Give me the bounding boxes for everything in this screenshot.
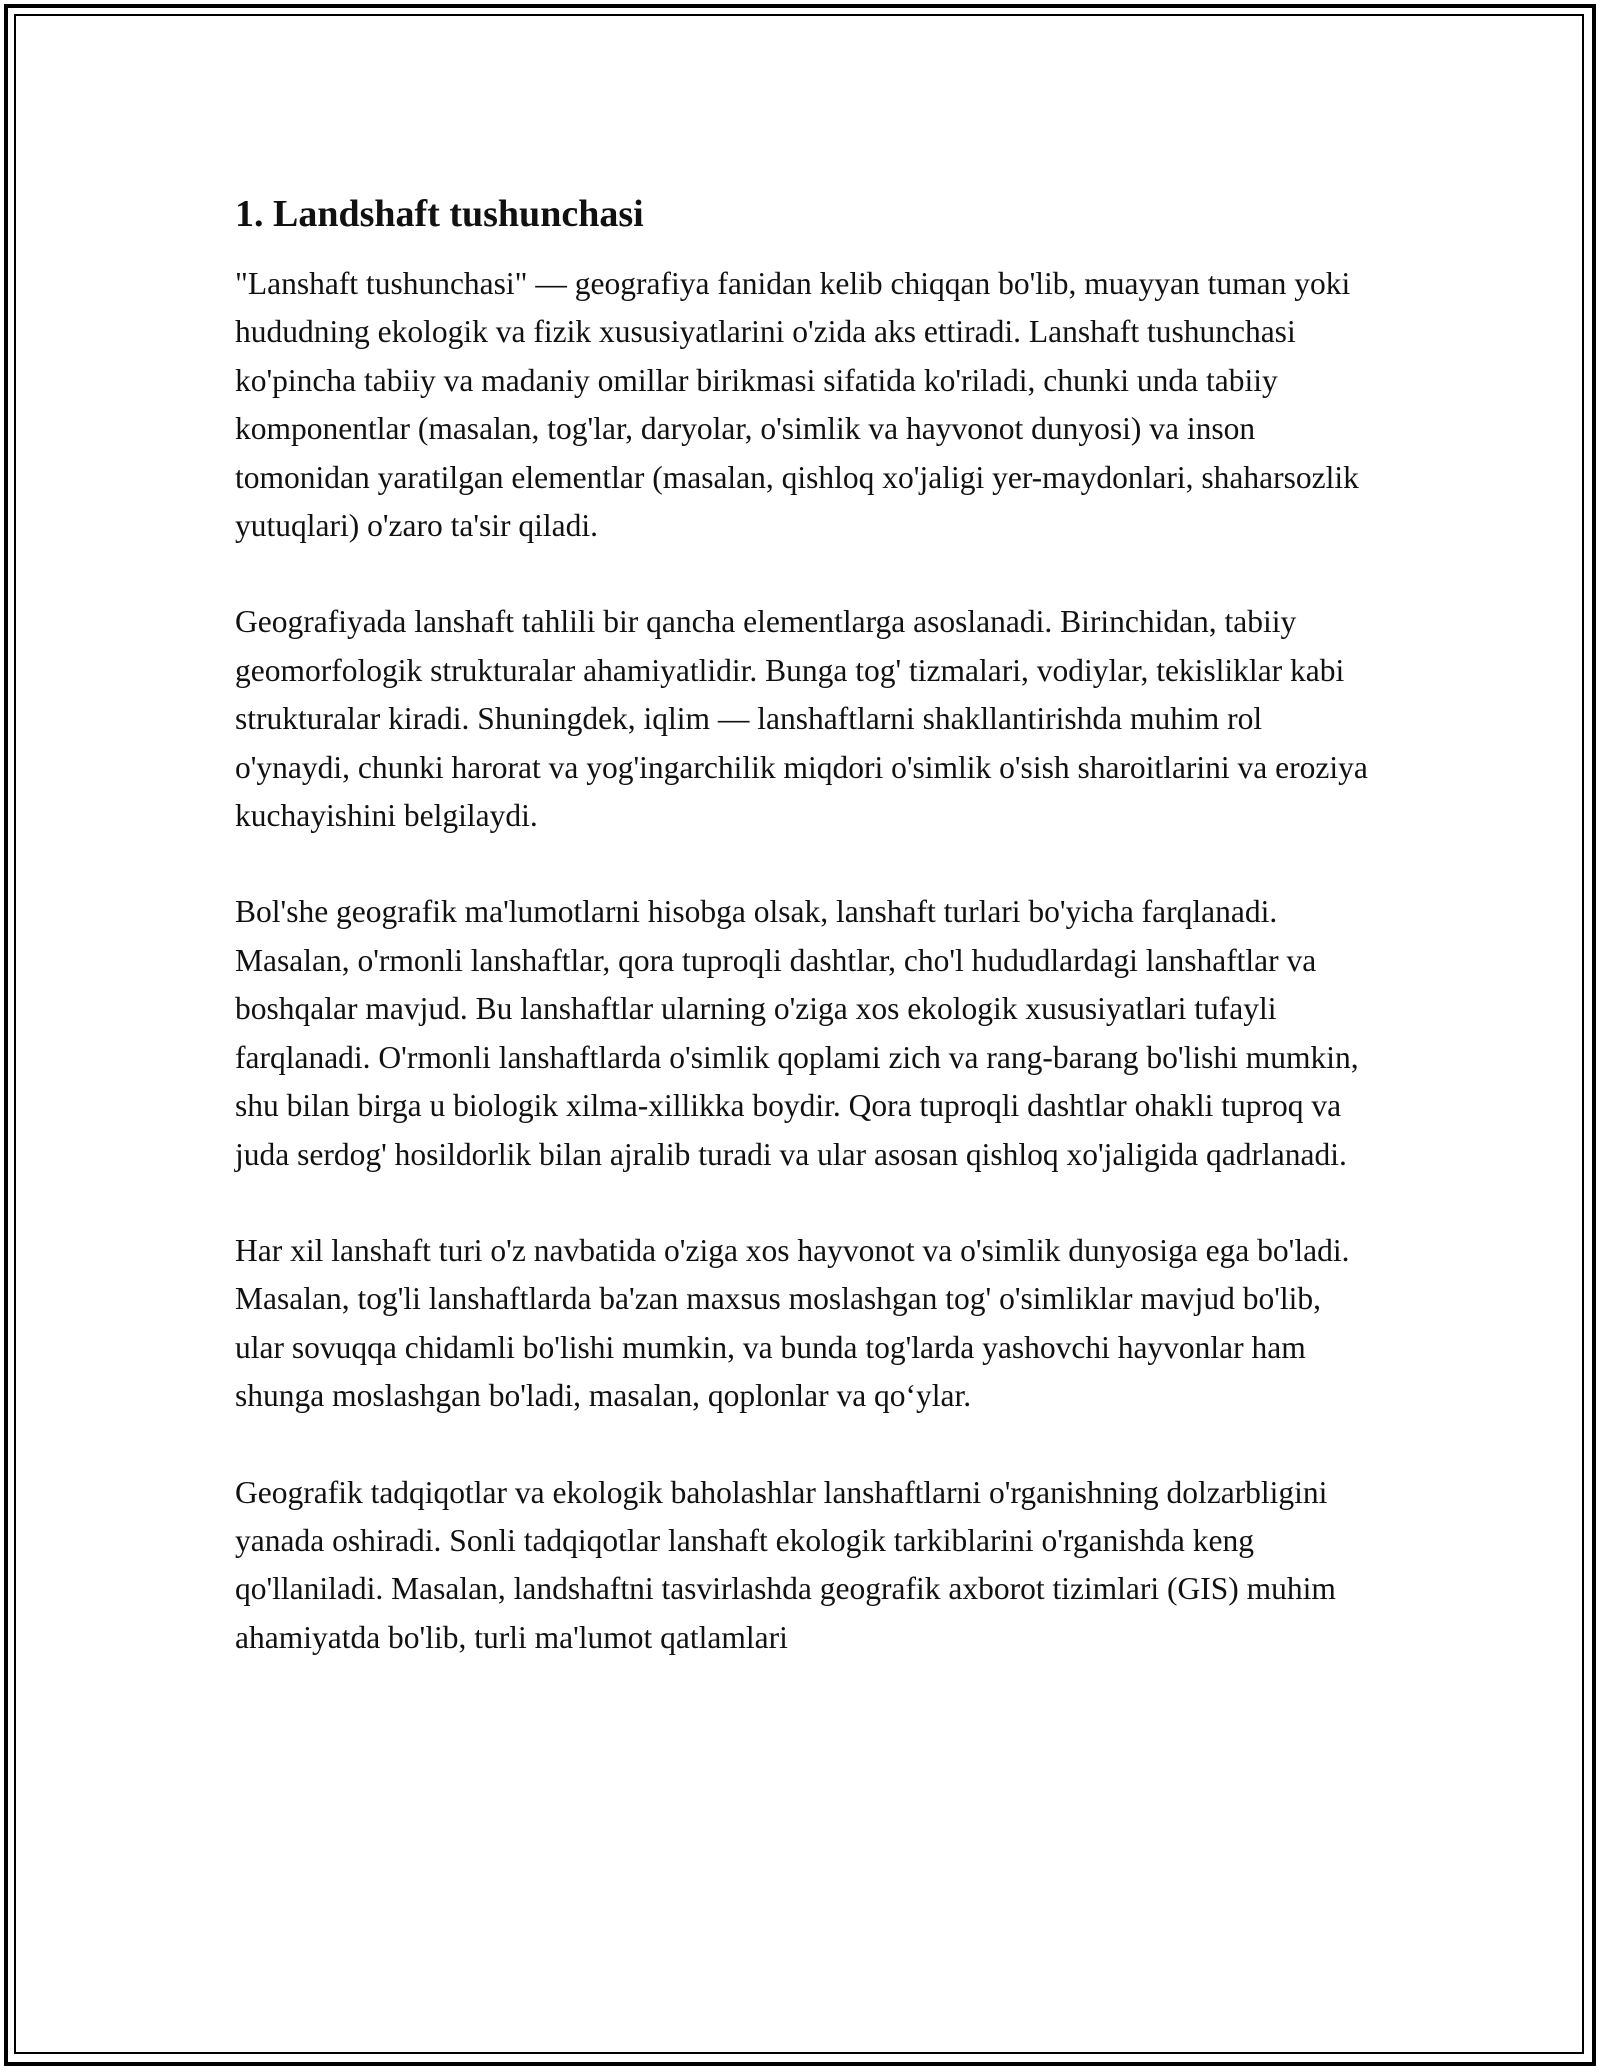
paragraph: Bol'she geografik ma'lumotlarni hisobga olsak, lanshaft turlari bo'yicha farqlanadi. Masalan, o'rmonli lanshaftlar, qora tuproqli dashtlar, cho'l hududlardagi lanshaftlar va boshqalar mavjud. Bu lanshaftlar ularning o'ziga xos ekologik xususiyatlari tufayli farqlanadi. O'rmonli lanshaftlarda o'simlik qoplami zich va rang-barang bo'lishi mumkin, shu bilan birga u biologik xilma-xillikka boydir. Qora tuproqli dashtlar ohakli tuproq va juda serdog' hosildorlik bilan ajralib turadi va ular asosan qishloq xo'jaligida qadrlanadi. — [235, 894, 1359, 1172]
section-title: 1. Landshaft tushunchasi — [235, 193, 644, 235]
paragraph: Geografiyada lanshaft tahlili bir qancha elementlarga asoslanadi. Birinchidan, tabiiy geomorfologik strukturalar ahamiyatlidir. Bunga tog' tizmalari, vodiylar, tekisliklar kabi strukturalar kiradi. Shuningdek, iqlim — lanshaftlarni shakllantirishda muhim rol o'ynaydi, chunki harorat va yog'ingarchilik miqdori o'simlik o'sish sharoitlarini va eroziya kuchayishini belgilaydi. — [235, 604, 1368, 834]
paragraph: "Lanshaft tushunchasi" — geografiya fanidan kelib chiqqan bo'lib, muayyan tuman yoki hududning ekologik va fizik xususiyatlarini o'zida aks ettiradi. Lanshaft tushunchasi ko'pincha tabiiy va madaniy omillar birikmasi sifatida ko'riladi, chunki unda tabiiy komponentlar (masalan, tog'lar, daryolar, o'simlik va hayvonot dunyosi) va inson tomonidan yaratilgan elementlar (masalan, qishloq xo'jaligi yer-maydonlari, shaharsozlik yutuqlari) o'zaro ta'sir qiladi. — [235, 266, 1359, 544]
paragraph: Har xil lanshaft turi o'z navbatida o'ziga xos hayvonot va o'simlik dunyosiga ega bo'ladi. Masalan, tog'li lanshaftlarda ba'zan maxsus moslashgan tog' o'simliklar mavjud bo'lib, ular sovuqqa chidamli bo'lishi mumkin, va bunda tog'larda yashovchi hayvonlar ham shunga moslashgan bo'ladi, masalan, qoplonlar va qo‘ylar. — [235, 1232, 1350, 1414]
paragraph: Geografik tadqiqotlar va ekologik baholashlar lanshaftlarni o'rganishning dolzarbligini yanada oshiradi. Sonli tadqiqotlar lanshaft ekologik tarkiblarini o'rganishda keng qo'llaniladi. Masalan, landshaftni tasvirlashda geografik axborot tizimlari (GIS) muhim ahamiyatda bo'lib, turli ma'lumot qatlamlari — [235, 1474, 1336, 1655]
document-body — [235, 188, 1375, 1710]
